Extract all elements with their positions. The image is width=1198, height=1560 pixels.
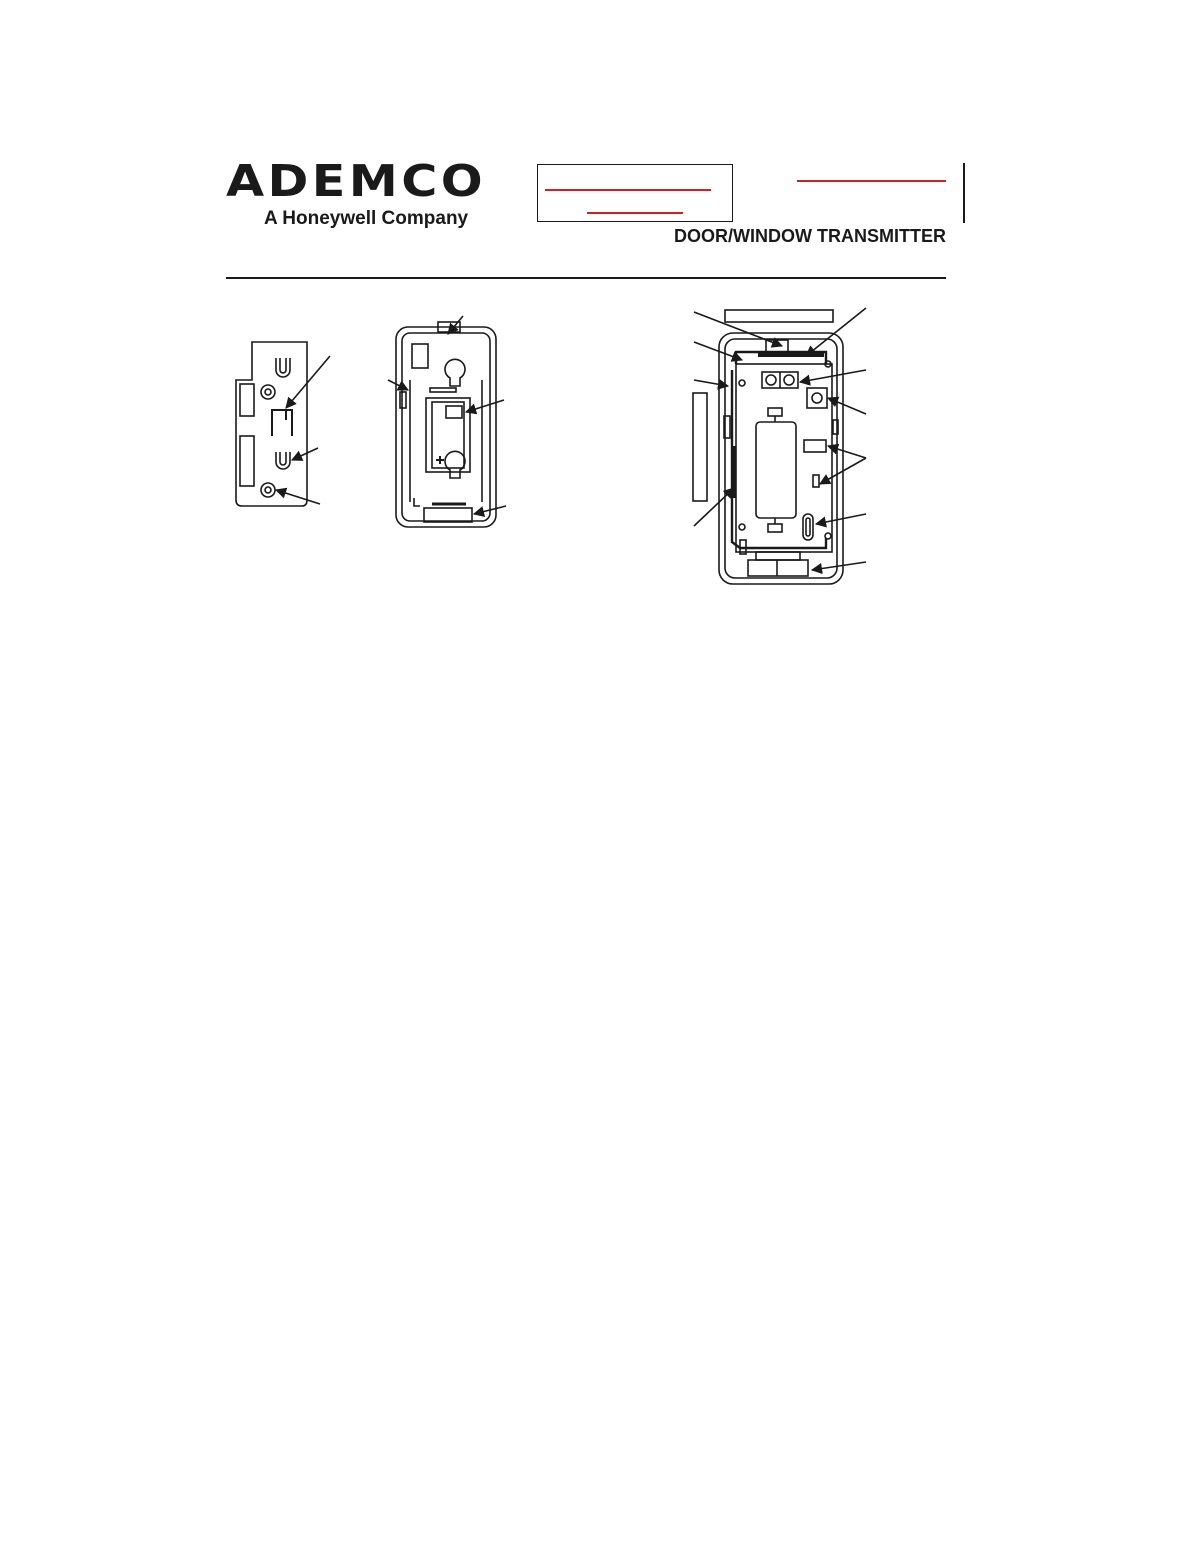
circuit-board-diagram [693, 308, 866, 584]
mounting-plate-diagram [236, 342, 330, 506]
logo-subtitle: A Honeywell Company [264, 208, 469, 229]
back-housing-diagram [388, 316, 506, 527]
document-title: DOOR/WINDOW TRANSMITTER [674, 226, 946, 246]
logo-wordmark: ADEMCO [226, 156, 486, 207]
